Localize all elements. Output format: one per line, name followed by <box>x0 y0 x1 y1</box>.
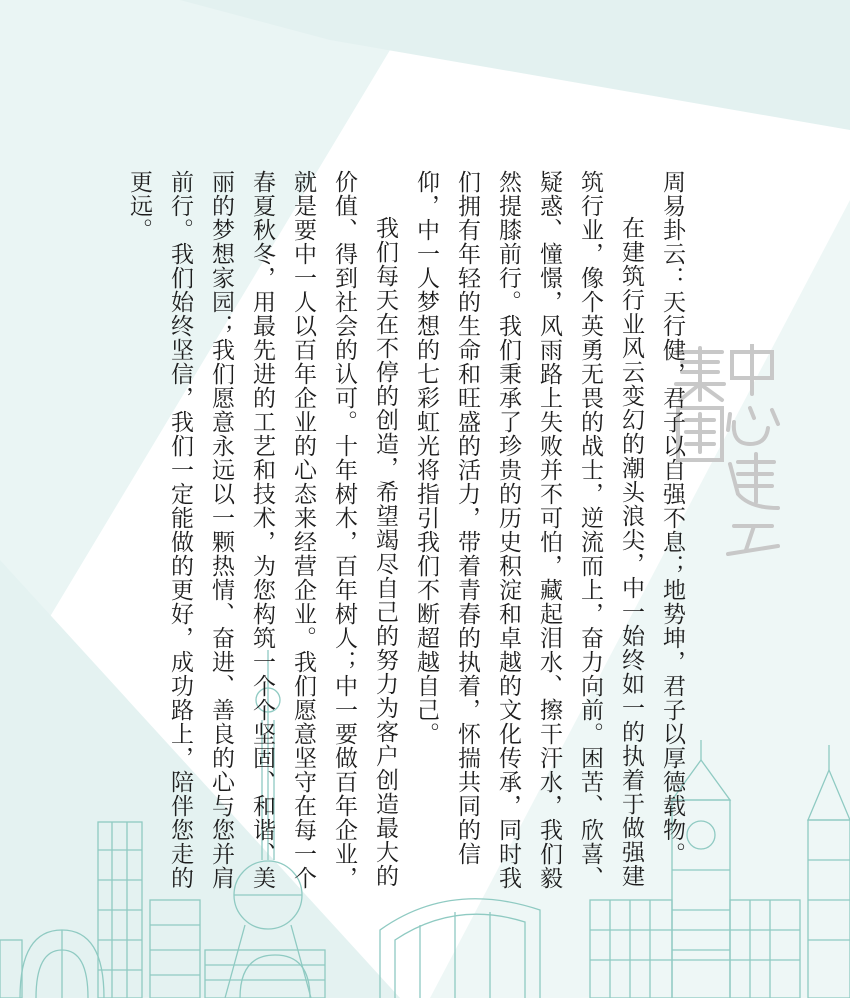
paragraph-struggle: 在建筑行业风云变幻的潮头浪尖，中一始终如一的执着于做强建筑行业，像个英勇无畏的战士，逆流而上，奋力向前。困苦、欣喜、疑惑、憧憬，风雨路上失败并不可怕，藏起泪水、擦干汗水，我们毅然提膝前行。我们秉承了珍贵的历史积淀和卓越的文化传承，同时我们拥有年轻的生命和旺盛的活力，带着青春的执着，怀揣共同的信仰，中一人梦想的七彩虹光将指引我们不断超越自己。 <box>413 170 644 890</box>
article-body <box>118 170 692 890</box>
logo-glyphs-zhongxin-jiangong <box>724 344 782 560</box>
paragraph-intro: 周易卦云：天行健，君子以自强不息；地势坤，君子以厚德载物。 <box>659 170 685 866</box>
paragraph-commitment: 我们每天在不停的创造，希望竭尽自己的努力为客户创造最大的价值、得到社会的认可。十年树木，百年树人；中一要做百年企业，就是要中一人以百年企业的心态来经营企业。我们愿意坚守在每一个春夏秋冬，用最先进的工艺和技术，为您构筑一个个坚固、和谐、美丽的梦想家园；我们愿意永远以一颗热情、奋进、善良的心与您并肩前行。我们始终坚信，我们一定能做的更好，成功路上，陪伴您走的更远。 <box>126 170 398 890</box>
